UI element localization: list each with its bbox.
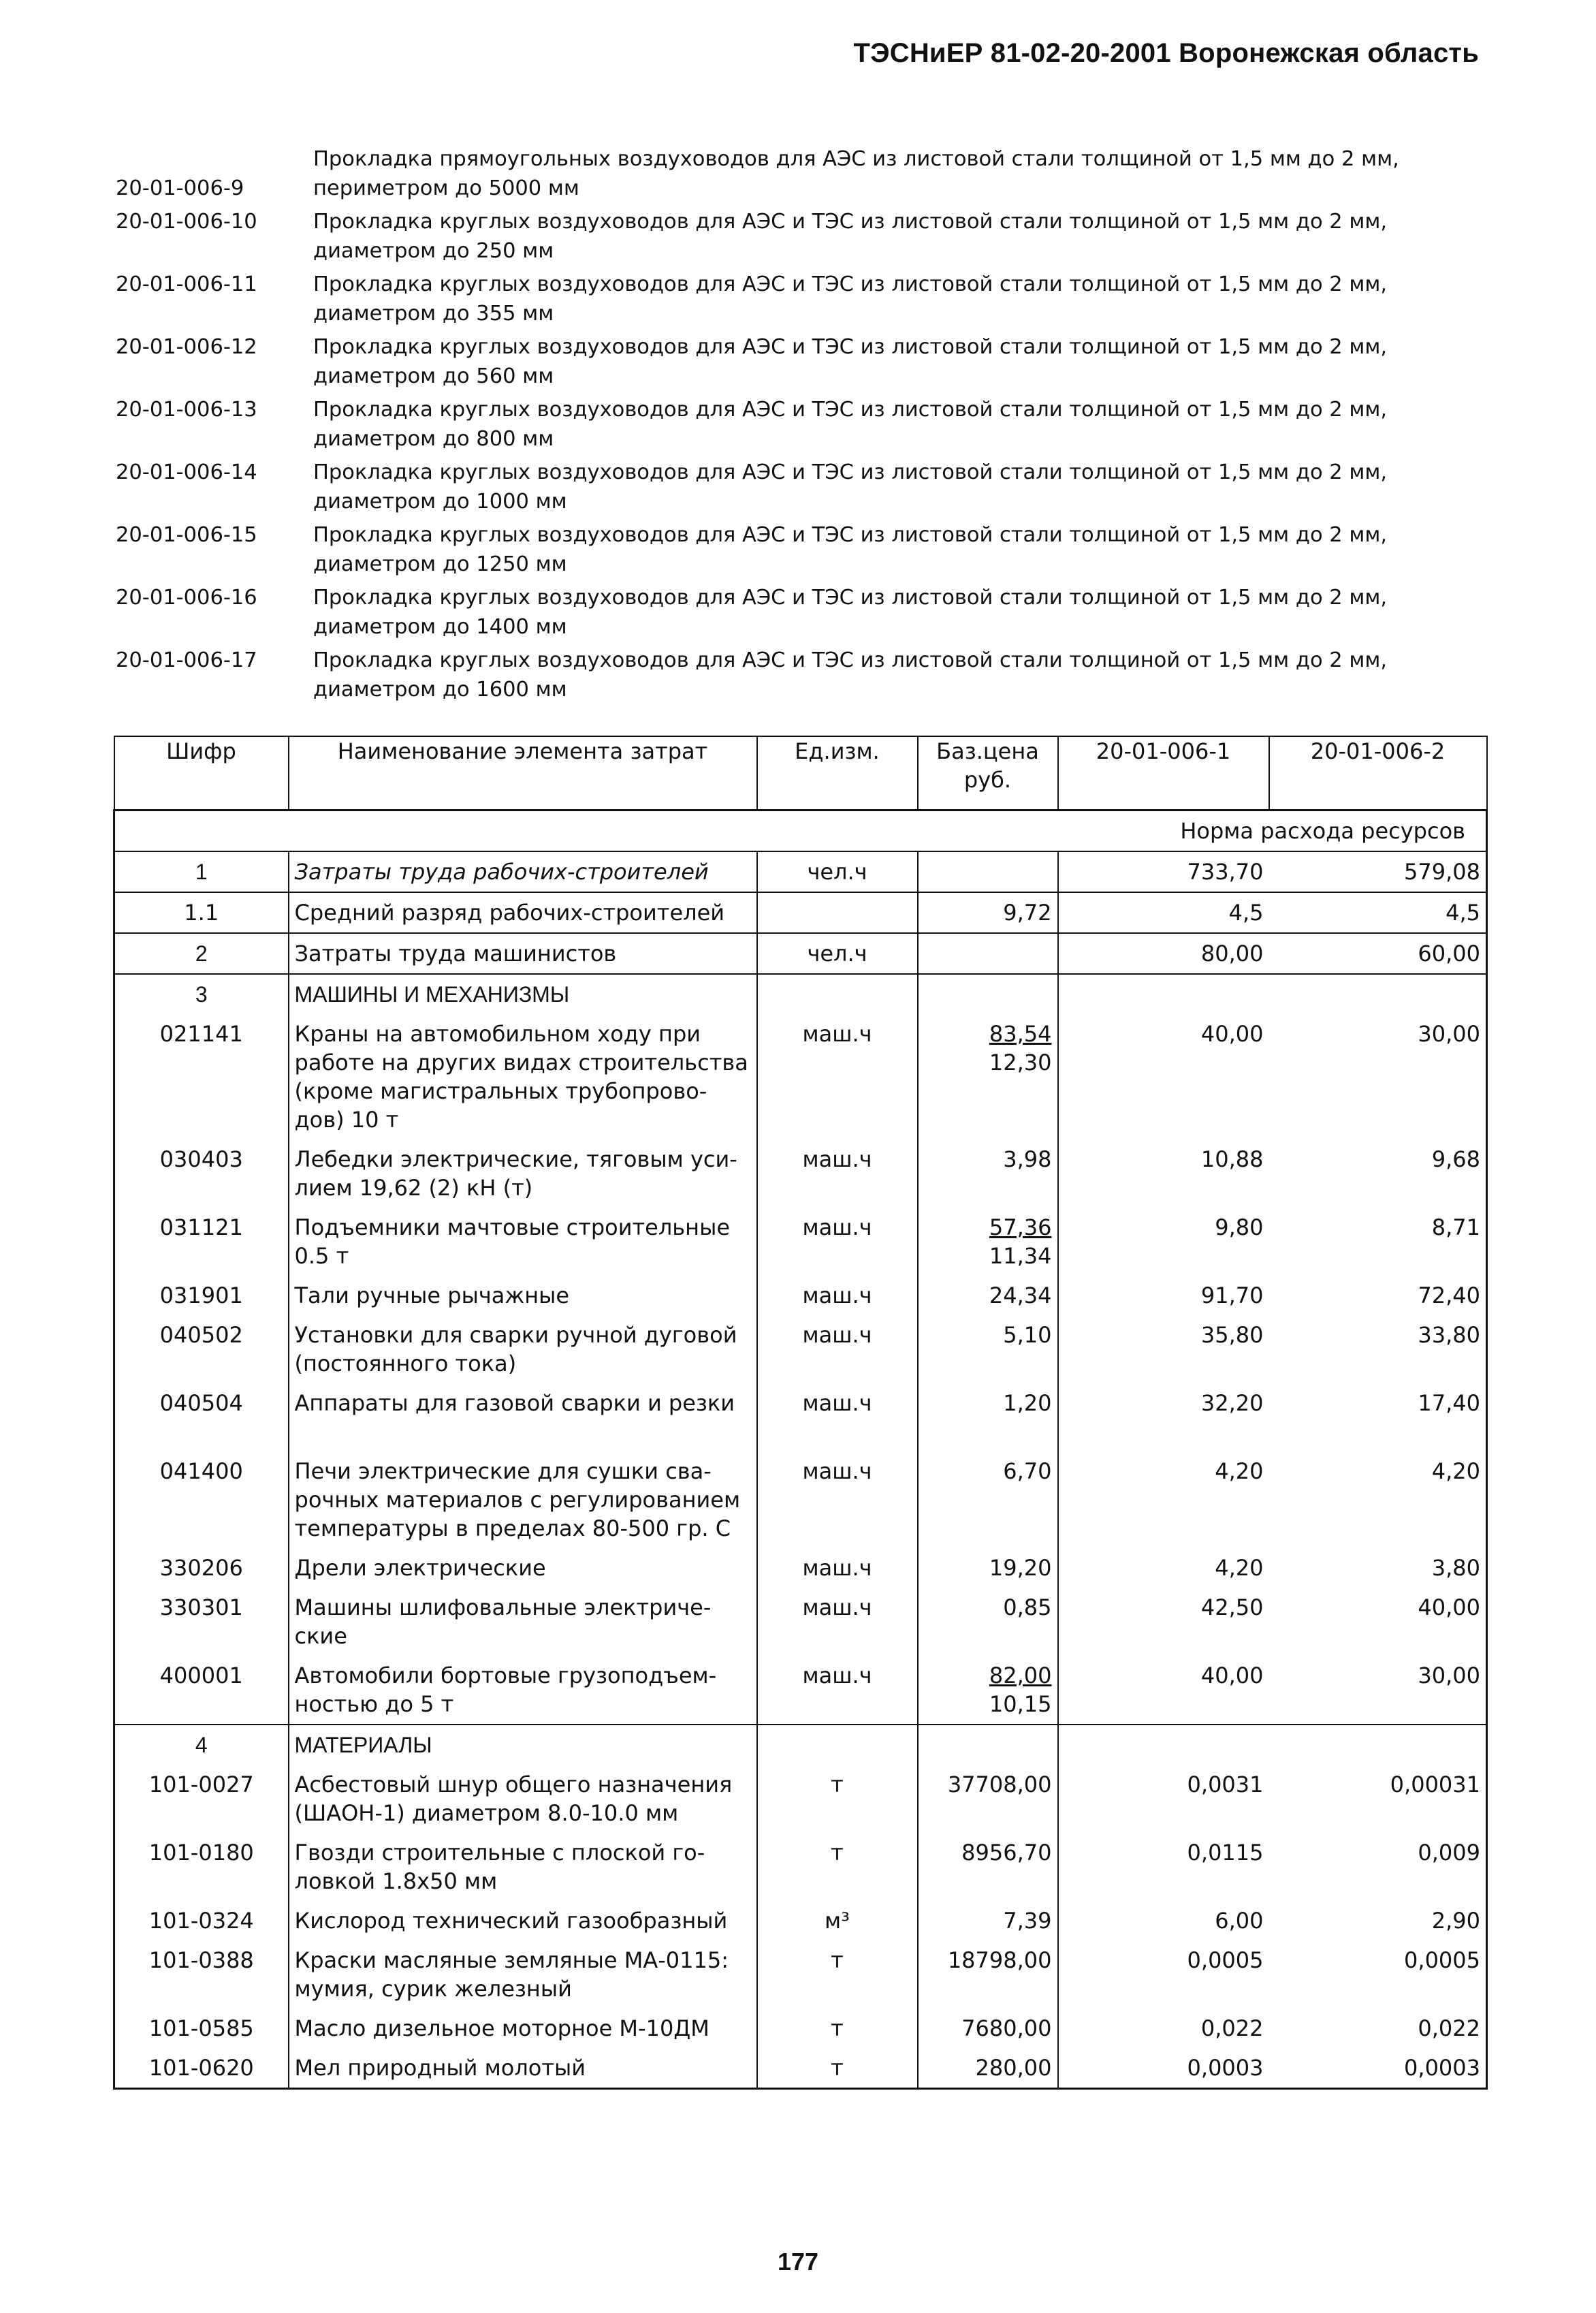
cell-norm-1: 35,80 (1200, 1322, 1264, 1348)
table-row (114, 974, 1487, 1014)
cell-code: 040502 (114, 1315, 289, 1383)
table-row (114, 933, 1487, 974)
cell-price (918, 851, 1058, 892)
table-row (114, 2009, 1487, 2048)
cell-price (918, 1588, 1058, 1656)
cell-price (918, 974, 1058, 1014)
cell-code: 101-0027 (114, 1765, 289, 1833)
cell-norm-1: 6,00 (1215, 1908, 1264, 1934)
cell-price (918, 1315, 1058, 1383)
cell-norm-1: 733,70 (1058, 851, 1269, 892)
cell-norm-2: 0,00031 (1269, 1765, 1487, 1833)
cell-name: Затраты труда машинистов (289, 933, 757, 974)
cell-norm-1: 40,00 (1200, 1663, 1264, 1688)
cell-price (918, 1139, 1058, 1208)
table-row (114, 1725, 1487, 1765)
cell-code: 101-0324 (114, 1901, 289, 1940)
cell-price (918, 1656, 1058, 1725)
cell-name: Машины шлифовальные электриче-ские (289, 1588, 757, 1656)
table-row (114, 1901, 1487, 1940)
table-row (114, 1383, 1487, 1451)
intro-item (116, 270, 1484, 328)
cell-norm-2: 4,5 (1269, 892, 1487, 933)
intro-item (116, 332, 1484, 391)
price-value: 9,72 (1003, 900, 1052, 926)
intro-item (116, 207, 1484, 266)
cell-code: 1.1 (114, 892, 289, 933)
cell-norm-1: 9,80 (1215, 1214, 1264, 1240)
price-value: 24,34 (989, 1283, 1052, 1308)
header-col-2: 20-01-006-2 (1269, 736, 1487, 811)
cell-unit: маш.ч (757, 1315, 918, 1383)
table-row (114, 1588, 1487, 1656)
table-row (114, 1315, 1487, 1383)
intro-code: 20-01-006-17 (116, 648, 257, 672)
cell-unit: т (757, 2048, 918, 2089)
cell-code: 400001 (114, 1656, 289, 1725)
price-value: 1,20 (1003, 1390, 1052, 1416)
intro-code: 20-01-006-11 (116, 272, 257, 296)
cell-name: Краны на автомобильном ходу при работе на других видах строительства (кроме магистральных трубопрово-дов) 10 т (289, 1014, 757, 1139)
cell-unit: маш.ч (757, 1451, 918, 1548)
cell-unit: т (757, 1833, 918, 1901)
cell-norm-2: 8,71 (1269, 1208, 1487, 1276)
price-value: 18798,00 (947, 1947, 1052, 1973)
header-code: Шифр (114, 736, 289, 811)
intro-text: Прокладка круглых воздуховодов для АЭС и ТЭС из листовой стали толщиной от 1,5 мм до 2 мм, диаметром до 560 мм (313, 335, 1388, 388)
cell-norm-1: 4,5 (1058, 892, 1269, 933)
price-value: 57,36 (989, 1214, 1052, 1240)
cell-norm-1: 0,0115 (1187, 1840, 1264, 1866)
cell-code: 1 (114, 851, 289, 892)
cell-unit: м³ (757, 1901, 918, 1940)
cell-code: 021141 (114, 1014, 289, 1139)
price-secondary: 12,30 (989, 1050, 1052, 1075)
cell-price (918, 2048, 1058, 2089)
cell-norm-2: 2,90 (1269, 1901, 1487, 1940)
cell-norm-1: 40,00 (1200, 1021, 1264, 1047)
table-row (114, 2048, 1487, 2089)
cell-name: Аппараты для газовой сварки и резки (289, 1383, 757, 1451)
cell-name: Печи электрические для сушки сва-рочных материалов с регулированием температуры в пределах 80-500 гр. С (289, 1451, 757, 1548)
table-row (114, 1451, 1487, 1548)
cell-unit (757, 892, 918, 933)
cell-code: 330206 (114, 1548, 289, 1588)
cell-code: 031121 (114, 1208, 289, 1276)
table-row (114, 1208, 1487, 1276)
price-value: 37708,00 (947, 1772, 1052, 1797)
cell-unit: маш.ч (757, 1656, 918, 1725)
cell-norm-1: 0,0003 (1058, 2048, 1269, 2089)
table-row (114, 1014, 1487, 1139)
price-value: 83,54 (989, 1021, 1052, 1047)
cell-norm-2: 0,009 (1269, 1833, 1487, 1901)
cell-name: Автомобили бортовые грузоподъем-ностью до 5 т (289, 1656, 757, 1725)
header-col-1: 20-01-006-1 (1058, 736, 1269, 811)
cell-norm-2: 4,20 (1269, 1451, 1487, 1548)
document-header: ТЭСНиЕР 81-02-20-2001 Воронежская область (853, 38, 1479, 68)
cell-norm-1 (1058, 1725, 1269, 1765)
cell-code: 4 (114, 1725, 289, 1765)
cell-norm-1: 91,70 (1200, 1283, 1264, 1308)
cell-unit: чел.ч (757, 851, 918, 892)
cell-code: 040504 (114, 1383, 289, 1451)
intro-text: Прокладка круглых воздуховодов для АЭС и ТЭС из листовой стали толщиной от 1,5 мм до 2 мм, диаметром до 800 мм (313, 398, 1388, 451)
cell-unit: т (757, 1940, 918, 2009)
cell-price (918, 1940, 1058, 2009)
price-value: 6,70 (1003, 1458, 1052, 1484)
page-number: 177 (777, 2248, 819, 2276)
cell-name: Тали ручные рычажные (289, 1276, 757, 1315)
header-price: Баз.цена руб. (918, 736, 1058, 811)
price-value: 0,85 (1003, 1594, 1052, 1620)
cell-unit: чел.ч (757, 933, 918, 974)
table-row (114, 1656, 1487, 1725)
cell-name: МАТЕРИАЛЫ (289, 1725, 757, 1765)
intro-code: 20-01-006-16 (116, 586, 257, 610)
cell-code: 3 (114, 974, 289, 1014)
cell-price (918, 1276, 1058, 1315)
cell-norm-2: 40,00 (1269, 1588, 1487, 1656)
table-row (114, 892, 1487, 933)
price-value: 82,00 (989, 1663, 1052, 1688)
cell-name: Средний разряд рабочих-строителей (289, 892, 757, 933)
cell-price (918, 1014, 1058, 1139)
intro-item (116, 458, 1484, 516)
cell-norm-1: 4,20 (1215, 1458, 1264, 1484)
cell-name: Дрели электрические (289, 1548, 757, 1588)
cell-norm-1: 80,00 (1058, 933, 1269, 974)
header-unit: Ед.изм. (757, 736, 918, 811)
cell-unit (757, 1725, 918, 1765)
cell-price (918, 892, 1058, 933)
table-row (114, 1548, 1487, 1588)
cell-norm-2: 30,00 (1269, 1656, 1487, 1725)
cell-norm-2: 579,08 (1269, 851, 1487, 892)
cell-unit: маш.ч (757, 1139, 918, 1208)
price-value: 280,00 (975, 2055, 1052, 2081)
cell-norm-2: 3,80 (1269, 1548, 1487, 1588)
header-name: Наименование элемента затрат (289, 736, 757, 811)
price-secondary: 10,15 (989, 1691, 1052, 1717)
table-row (114, 1765, 1487, 1833)
cell-unit: маш.ч (757, 1548, 918, 1588)
resource-table (113, 736, 1488, 2090)
cell-unit: т (757, 1765, 918, 1833)
cell-norm-2: 0,0005 (1269, 1940, 1487, 2009)
table-row (114, 1139, 1487, 1208)
cell-code: 101-0585 (114, 2009, 289, 2048)
price-value: 8956,70 (961, 1840, 1052, 1866)
cell-unit: маш.ч (757, 1276, 918, 1315)
intro-code: 20-01-006-13 (116, 398, 257, 422)
cell-norm-2: 17,40 (1269, 1383, 1487, 1451)
intro-text: Прокладка прямоугольных воздуховодов для АЭС из листовой стали толщиной от 1,5 мм до 2 мм, периметром до 5000 мм (313, 147, 1399, 200)
cell-norm-1: 42,50 (1200, 1594, 1264, 1620)
price-value: 19,20 (989, 1555, 1052, 1581)
cell-name: Лебедки электрические, тяговым уси-лием 19,62 (2) кН (т) (289, 1139, 757, 1208)
cell-name: Краски масляные земляные МА-0115: мумия, сурик железный (289, 1940, 757, 2009)
cell-price (918, 1208, 1058, 1276)
intro-text: Прокладка круглых воздуховодов для АЭС и ТЭС из листовой стали толщиной от 1,5 мм до 2 мм, диаметром до 355 мм (313, 272, 1388, 326)
cell-code: 030403 (114, 1139, 289, 1208)
intro-code: 20-01-006-9 (116, 176, 244, 200)
intro-list (116, 144, 1484, 708)
intro-code: 20-01-006-15 (116, 523, 257, 547)
cell-code: 101-0388 (114, 1940, 289, 2009)
cell-price (918, 1725, 1058, 1765)
cell-price (918, 1451, 1058, 1548)
cell-name: Мел природный молотый (289, 2048, 757, 2089)
cell-unit: т (757, 2009, 918, 2048)
table-row (114, 851, 1487, 892)
cell-price (918, 1548, 1058, 1588)
price-value: 7,39 (1003, 1908, 1052, 1934)
cell-unit: маш.ч (757, 1208, 918, 1276)
cell-unit (757, 974, 918, 1014)
cell-code: 101-0620 (114, 2048, 289, 2089)
cell-norm-2 (1269, 974, 1487, 1014)
intro-item (116, 395, 1484, 454)
intro-text: Прокладка круглых воздуховодов для АЭС и ТЭС из листовой стали толщиной от 1,5 мм до 2 мм, диаметром до 1000 мм (313, 460, 1388, 514)
cell-price (918, 2009, 1058, 2048)
cell-norm-2: 33,80 (1269, 1315, 1487, 1383)
cell-norm-1: 0,022 (1200, 2015, 1264, 2041)
cell-norm-1: 0,0005 (1187, 1947, 1264, 1973)
table-row (114, 1276, 1487, 1315)
price-value: 7680,00 (961, 2015, 1052, 2041)
cell-norm-2: 72,40 (1269, 1276, 1487, 1315)
cell-price (918, 933, 1058, 974)
cell-name: Затраты труда рабочих-строителей (289, 851, 757, 892)
cell-code: 041400 (114, 1451, 289, 1548)
price-secondary: 11,34 (989, 1243, 1052, 1269)
intro-code: 20-01-006-10 (116, 210, 257, 234)
cell-unit: маш.ч (757, 1588, 918, 1656)
cell-norm-2: 60,00 (1269, 933, 1487, 974)
cell-norm-1: 10,88 (1200, 1146, 1264, 1172)
table-row (114, 1940, 1487, 2009)
cell-norm-2: 0,022 (1269, 2009, 1487, 2048)
intro-text: Прокладка круглых воздуховодов для АЭС и ТЭС из листовой стали толщиной от 1,5 мм до 2 мм, диаметром до 1250 мм (313, 523, 1388, 576)
cell-name: Установки для сварки ручной дуговой (постоянного тока) (289, 1315, 757, 1383)
cell-norm-2: 9,68 (1269, 1139, 1487, 1208)
cell-price (918, 1765, 1058, 1833)
cell-name: Подъемники мачтовые строительные 0.5 т (289, 1208, 757, 1276)
cell-code: 330301 (114, 1588, 289, 1656)
cell-price (918, 1833, 1058, 1901)
price-value: 5,10 (1003, 1322, 1052, 1348)
cell-norm-1: 32,20 (1200, 1390, 1264, 1416)
cell-price (918, 1383, 1058, 1451)
intro-item (116, 646, 1484, 704)
cell-name: Масло дизельное моторное М-10ДМ (289, 2009, 757, 2048)
intro-text: Прокладка круглых воздуховодов для АЭС и ТЭС из листовой стали толщиной от 1,5 мм до 2 мм, диаметром до 1600 мм (313, 648, 1388, 702)
cell-code: 031901 (114, 1276, 289, 1315)
intro-text: Прокладка круглых воздуховодов для АЭС и ТЭС из листовой стали толщиной от 1,5 мм до 2 мм, диаметром до 250 мм (313, 210, 1388, 263)
cell-norm-1: 4,20 (1215, 1555, 1264, 1581)
cell-code: 2 (114, 933, 289, 974)
cell-unit: маш.ч (757, 1014, 918, 1139)
intro-text: Прокладка круглых воздуховодов для АЭС и ТЭС из листовой стали толщиной от 1,5 мм до 2 мм, диаметром до 1400 мм (313, 586, 1388, 639)
cell-name: Асбестовый шнур общего назначения (ШАОН-1) диаметром 8.0-10.0 мм (289, 1765, 757, 1833)
cell-norm-1 (1058, 974, 1269, 1014)
cell-name: Гвозди строительные с плоской го-ловкой 1.8х50 мм (289, 1833, 757, 1901)
price-value: 3,98 (1003, 1146, 1052, 1172)
intro-code: 20-01-006-14 (116, 460, 257, 484)
intro-item (116, 520, 1484, 579)
cell-norm-2: 0,0003 (1269, 2048, 1487, 2089)
norm-label: Норма расхода ресурсов (114, 811, 1487, 852)
intro-item (116, 583, 1484, 642)
intro-item (116, 144, 1484, 203)
cell-norm-2 (1269, 1725, 1487, 1765)
cell-code: 101-0180 (114, 1833, 289, 1901)
cell-norm-1: 0,0031 (1187, 1772, 1264, 1797)
cell-price (918, 1901, 1058, 1940)
table-row (114, 1833, 1487, 1901)
cell-name: Кислород технический газообразный (289, 1901, 757, 1940)
intro-code: 20-01-006-12 (116, 335, 257, 359)
cell-unit: маш.ч (757, 1383, 918, 1451)
cell-norm-2: 30,00 (1269, 1014, 1487, 1139)
cell-name: МАШИНЫ И МЕХАНИЗМЫ (289, 974, 757, 1014)
